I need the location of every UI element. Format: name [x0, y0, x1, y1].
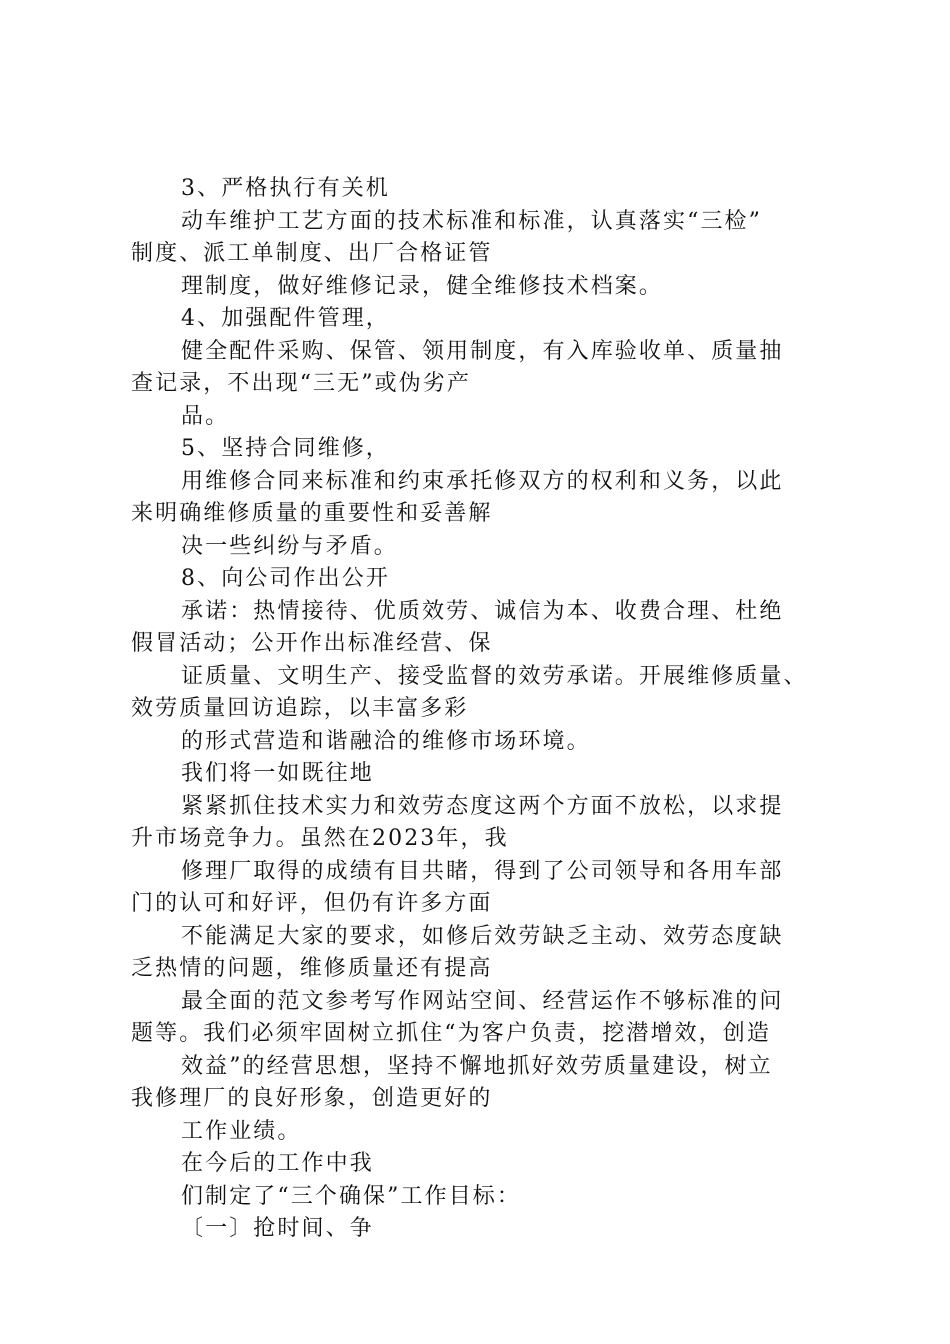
paragraph-line: 不能满足大家的要求，如修后效劳缺乏主动、效劳态度缺 [181, 923, 784, 949]
paragraph-line: 〔一〕抢时间、争 [181, 1216, 374, 1241]
paragraph-line: 5、坚持合同维修， [181, 436, 390, 461]
paragraph-line: 3、严格执行有关机 [181, 176, 390, 201]
paragraph-line: 决一些纠纷与矛盾。 [181, 533, 398, 559]
paragraph-line: 工作业绩。 [181, 1118, 302, 1144]
paragraph-line: 8、向公司作出公开 [181, 566, 390, 591]
paragraph-line: 门的认可和好评，但仍有许多方面 [131, 891, 493, 916]
paragraph-line: 紧紧抓住技术实力和效劳态度这两个方面不放松，以求提 [181, 793, 784, 819]
paragraph-line: 最全面的范文参考写作网站空间、经营运作不够标准的问 [181, 988, 784, 1014]
paragraph-line: 假冒活动；公开作出标准经营、保 [131, 631, 493, 656]
paragraph-line: 理制度，做好维修记录，健全维修技术档案。 [181, 273, 664, 299]
paragraph-line: 们制定了“三个确保”工作目标： [181, 1183, 521, 1209]
paragraph-line: 品。 [181, 403, 230, 429]
paragraph-line: 我修理厂的良好形象，创造更好的 [131, 1086, 493, 1111]
paragraph-line: 制度、派工单制度、出厂合格证管 [131, 241, 493, 266]
paragraph-line: 动车维护工艺方面的技术标准和标准，认真落实“三检” [181, 208, 762, 234]
paragraph-line: 题等。我们必须牢固树立抓住“为客户负责，挖潜增效，创造 [131, 1021, 771, 1046]
paragraph-line: 乏热情的问题，维修质量还有提高 [131, 956, 493, 981]
paragraph-line: 在今后的工作中我 [181, 1151, 374, 1176]
paragraph-line: 4、加强配件管理， [181, 306, 390, 331]
document-body [131, 173, 831, 1246]
paragraph-line: 承诺：热情接待、优质效劳、诚信为本、收费合理、杜绝 [181, 598, 784, 624]
paragraph-line: 效劳质量回访追踪，以丰富多彩 [131, 696, 469, 721]
paragraph-line: 升市场竞争力。虽然在2023年，我 [131, 826, 509, 851]
paragraph-line: 的形式营造和谐融洽的维修市场环境。 [181, 728, 591, 754]
paragraph-line: 效益”的经营思想，坚持不懈地抓好效劳质量建设，树立 [181, 1053, 773, 1079]
paragraph-line: 查记录，不出现“三无”或伪劣产 [131, 371, 471, 396]
paragraph-line: 来明确维修质量的重要性和妥善解 [131, 501, 493, 526]
paragraph-line: 证质量、文明生产、接受监督的效劳承诺。开展维修质量、 [181, 663, 808, 689]
paragraph-line: 用维修合同来标准和约束承托修双方的权利和义务，以此 [181, 468, 784, 494]
paragraph-line: 我们将一如既往地 [181, 761, 374, 786]
paragraph-line: 修理厂取得的成绩有目共睹，得到了公司领导和各用车部 [181, 858, 784, 884]
paragraph-line: 健全配件采购、保管、领用制度，有入库验收单、质量抽 [181, 338, 784, 364]
